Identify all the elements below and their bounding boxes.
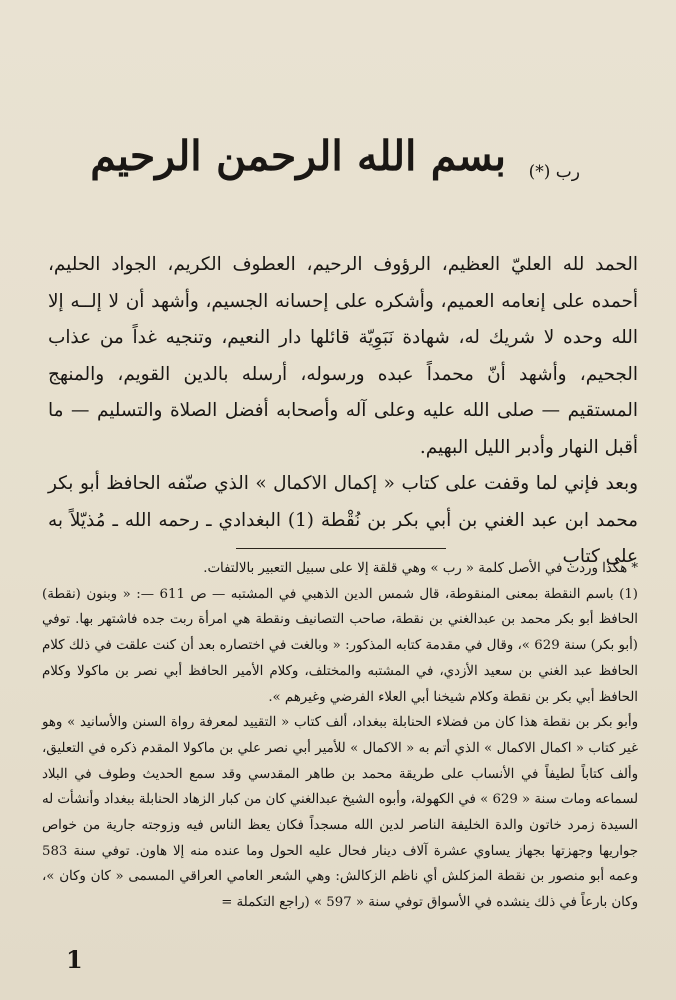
bleed-through-text <box>40 40 640 140</box>
body-paragraph-1: الحمد لله العليّ العظيم، الرؤوف الرحيم، العطوف الكريم، الجواد الحليم، أحمده على إنعامه العميم، وأشكره على إحسانه الجسيم، وأشهد أن لا إلــه إلا الله وحده لا شريك له، شهادة نَبَوِيّة قائلها دار النعيم، وتنجيه غداً من عذاب الجحيم، وأشهد أنّ محمداً عبده ورسوله، أرسله بالدين القويم، والمنهج المستقيم — صلى الله عليه وعلى آله وأصحابه أفضل الصلاة والتسليم — ما أقبل النهار وأدبر الليل البهيم. <box>48 254 638 458</box>
body-paragraph-2: وبعد فإني لما وقفت على كتاب « إكمال الاكمال » الذي صنّفه الحافظ أبو بكر محمد ابن عبد الغني بن أبي بكر بن نُقْطة (1) البغدادي ـ رحمه الله ـ مُذيّلاً به على كتاب <box>48 473 638 567</box>
footnote-1: (1) باسم النقطة بمعنى المنقوطة، قال شمس الدين الذهبي في المشتبه — ص 611 —: « وبنون (نقطة) الحافظ أبو بكر محمد بن عبدالغني بن نقطة، صاحب التصانيف ونقطة هي امرأة ربت جده فاشتهر بها. توفي (أبو بكر) سنة 629 »، وقال في مقدمة كتابه المذكور: « وبالغت في اختصاره بعد أن كنت علقت في ذلك كلام الحافظ عبد الغني بن سعيد الأزدي، في المشتبه والمختلف، وكلام الأمير الحافظ أبي نصر بن ماكولا وكلام الحافظ أبي بكر بن نقطة وكلام شيخنا أبي العلاء الفرضي وغيرهم ». <box>42 586 638 705</box>
footnotes <box>42 556 638 916</box>
rabb-note: رب (*) <box>528 162 580 182</box>
footnote-asterisk: * هكذا وردت في الأصل كلمة « رب » وهي قلقة إلا على سبيل التعبير بالالتفات. <box>203 561 638 576</box>
footnote-separator <box>236 548 446 549</box>
basmala-calligraphy: بسم الله الرحمن الرحيم <box>90 132 506 180</box>
page-number: 1 <box>66 945 83 974</box>
main-text <box>48 247 638 576</box>
page-header <box>90 128 580 218</box>
footnote-1-continued: وأبو بكر بن نقطة هذا كان من فضلاء الحنابلة ببغداد، ألف كتاب « التقييد لمعرفة رواة السنن والأسانيد » وهو غير كتاب « اكمال الاكمال » الذي أتم به « الاكمال » للأمير أبي نصر علي بن ماكولا المقدم ذكره في التعليق، وألف كتاباً لطيفاً في الأنساب على طريقة محمد بن طاهر المقدسي وقد سمع الحديث وطوف في البلاد لسماعه ومات سنة « 629 » في الكهولة، وأبوه الشيخ عبدالغني كان من كبار الزهاد الحنابلة ببغداد وأنشأت له السيدة زمرد خاتون والدة الخليفة الناصر لدين الله مسجداً فكان يعظ الناس فيه وزوجته جارية من خواص جواريها وجهزتها بجهاز يساوي عشرة آلاف دينار فحال عليه الحول وما عنده منه إلا هاون. توفي سنة 583 وعمه أبو منصور بن نقطة المزكلش أي ناظم الزكالش: وهي الشعر العامي العراقي المسمى « كان وكان »، وكان بارعاً في ذلك ينشده في الأسواق توفي سنة « 597 » (راجع التكملة = <box>42 715 638 911</box>
